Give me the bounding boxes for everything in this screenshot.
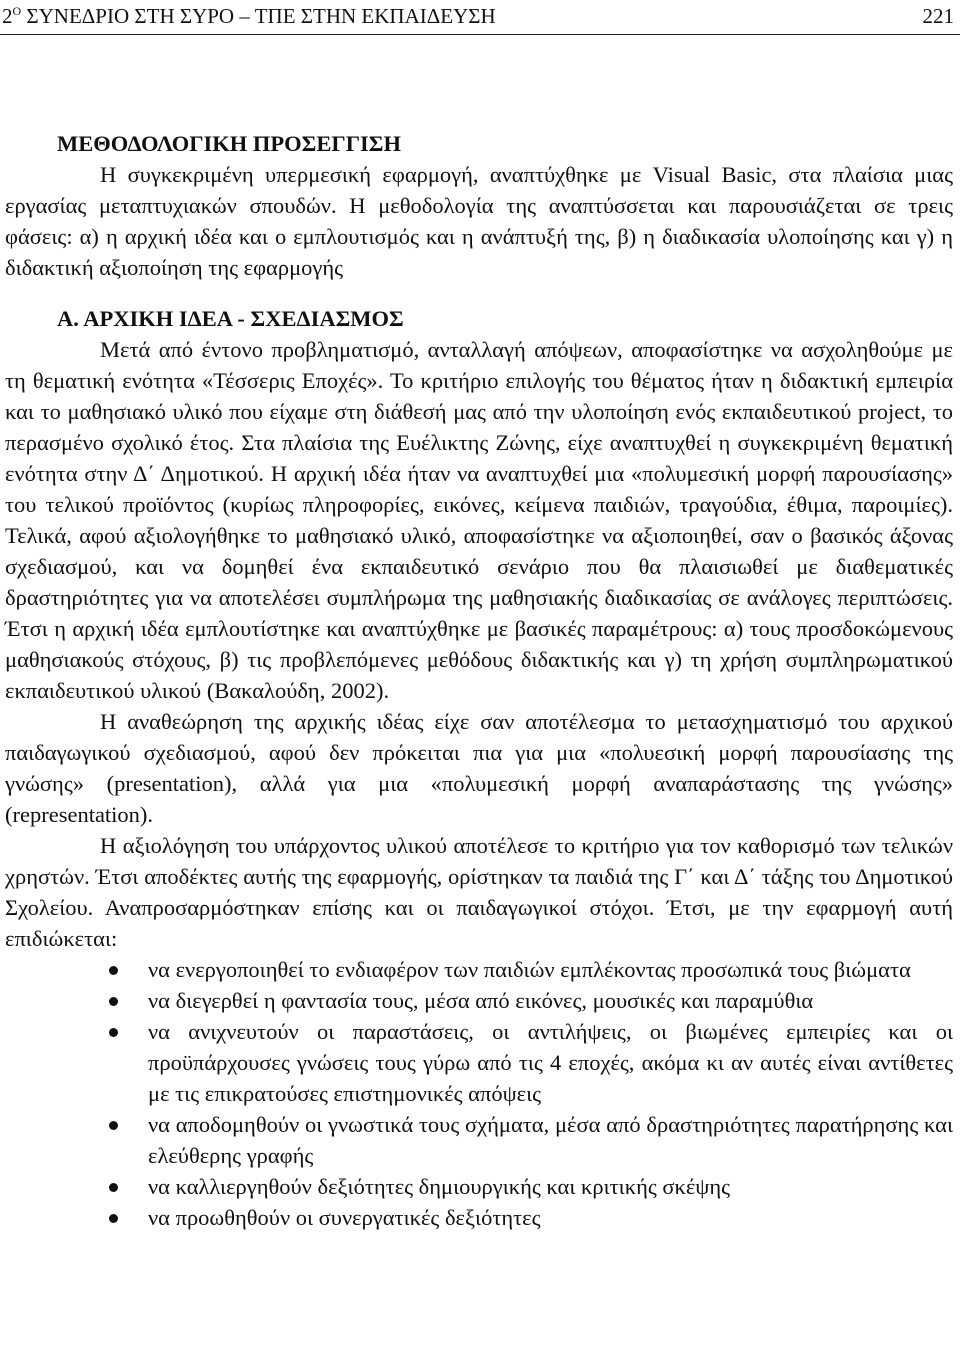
main-text	[5, 128, 953, 1233]
conference-title	[2, 4, 496, 29]
list-item-text: να ανιχνευτούν οι παραστάσεις, οι αντιλήψεις, οι βιωμένες εμπειρίες και οι προϋπάρχουσες γνώσεις τους γύρω από τις 4 εποχές, ακόμα κι αν αυτές είναι αντίθετες με τις επικρατούσες επιστημονικές απόψεις	[148, 1019, 953, 1106]
list-item	[5, 985, 953, 1016]
conference-number: 2	[2, 4, 13, 28]
bullet-icon	[109, 1121, 118, 1130]
bullet-icon	[109, 997, 118, 1006]
list-item	[5, 1109, 953, 1171]
section-heading-methodology: ΜΕΘΟΔΟΛΟΓΙΚΗ ΠΡΟΣΕΓΓΙΣΗ	[57, 131, 401, 156]
goals-list	[5, 954, 953, 1233]
bullet-icon	[109, 1214, 118, 1223]
list-item-text: να καλλιεργηθούν δεξιότητες δημιουργικής και κριτικής σκέψης	[148, 1174, 731, 1199]
methodology-paragraph: Η συγκεκριμένη υπερμεσική εφαρμογή, αναπτύχθηκε με Visual Basic, στα πλαίσια μιας εργασίας μεταπτυχιακών σπουδών. Η μεθοδολογία της αναπτύσσεται και παρουσιάζεται σε τρεις φάσεις: α) η αρχική ιδέα και ο εμπλουτισμός και η ανάπτυξή της, β) η διαδικασία υλοποίησης και γ) η διδακτική αξιοποίηση της εφαρμογής	[5, 162, 953, 280]
conference-ordinal: Ο	[12, 4, 22, 18]
list-item-text: να προωθηθούν οι συνεργατικές δεξιότητες	[148, 1205, 541, 1230]
list-item-text: να ενεργοποιηθεί το ενδιαφέρον των παιδιών εμπλέκοντας προσωπικά τους βιώματα	[148, 957, 911, 982]
list-item-text: να αποδομηθούν οι γνωστικά τους σχήματα, μέσα από δραστηριότητες παρατήρησης και ελεύθερης γραφής	[148, 1112, 953, 1168]
initial-idea-paragraph-2: Η αναθεώρηση της αρχικής ιδέας είχε σαν αποτέλεσμα το μετασχηματισμό του αρχικού παιδαγωγικού σχεδιασμού, αφού δεν πρόκειται πια για μια «πολυεσική μορφή παρουσίασης της γνώσης» (presentation), αλλά για μια «πολυμεσική μορφή αναπαράστασης της γνώσης» (representation).	[5, 709, 953, 827]
section-heading-initial-idea: Α. ΑΡΧΙΚΗ ΙΔΕΑ - ΣΧΕΔΙΑΣΜΟΣ	[57, 306, 404, 331]
running-header	[0, 0, 960, 35]
bullet-icon	[109, 1028, 118, 1037]
bullet-icon	[109, 966, 118, 975]
bullet-icon	[109, 1183, 118, 1192]
list-item	[5, 1202, 953, 1233]
list-item	[5, 1171, 953, 1202]
page-number: 221	[922, 4, 954, 28]
initial-idea-paragraph-3: Η αξιολόγηση του υπάρχοντος υλικού αποτέλεσε το κριτήριο για τον καθορισμό των τελικών χρηστών. Έτσι αποδέκτες αυτής της εφαρμογής, ορίστηκαν τα παιδιά της Γ΄ και Δ΄ τάξης του Δημοτικού Σχολείου. Αναπροσαρμόστηκαν επίσης και οι παιδαγωγικοί στόχοι. Έτσι, με την εφαρμογή αυτή επιδιώκεται:	[5, 833, 953, 951]
list-item	[5, 954, 953, 985]
list-item	[5, 1016, 953, 1109]
list-item-text: να διεγερθεί η φαντασία τους, μέσα από εικόνες, μουσικές και παραμύθια	[148, 988, 814, 1013]
initial-idea-paragraph-1: Μετά από έντονο προβληματισμό, ανταλλαγή απόψεων, αποφασίστηκε να ασχοληθούμε με τη θεματική ενότητα «Τέσσερις Εποχές». Το κριτήριο επιλογής του θέματος ήταν η διδακτική εμπειρία και το μαθησιακό υλικό που είχαμε στη διάθεσή μας από την υλοποίηση ενός εκπαιδευτικού project, το περασμένο σχολικό έτος. Στα πλαίσια της Ευέλικτης Ζώνης, είχε αναπτυχθεί η συγκεκριμένη θεματική ενότητα στην Δ΄ Δημοτικού. Η αρχική ιδέα ήταν να αναπτυχθεί μια «πολυμεσική μορφή παρουσίασης» του τελικού προϊόντος (κυρίως πληροφορίες, εικόνες, κείμενα παιδιών, τραγούδια, έθιμα, παροιμίες). Τελικά, αφού αξιολογήθηκε το μαθησιακό υλικό, αποφασίστηκε να αξιοποιηθεί, σαν ο βασικός άξονας σχεδιασμού, και να δομηθεί ένα εκπαιδευτικό σενάριο που θα πλαισιωθεί με διαθεματικές δραστηριότητες για να αποτελέσει συμπλήρωμα της μαθησιακής διαδικασίας σε ανάλογες περιπτώσεις. Έτσι η αρχική ιδέα εμπλουτίστηκε και αναπτύχθηκε με βασικές παραμέτρους: α) τους προσδοκώμενους μαθησιακούς στόχους, β) τις προβλεπόμενες μεθόδους διδακτικής και γ) τη χρήση συμπληρωματικού εκπαιδευτικού υλικού (Βακαλούδη, 2002).	[5, 337, 953, 703]
conference-name: ΣΥΝΕΔΡΙΟ ΣΤΗ ΣΥΡΟ – ΤΠΕ ΣΤΗΝ ΕΚΠΑΙΔΕΥΣΗ	[21, 4, 496, 28]
